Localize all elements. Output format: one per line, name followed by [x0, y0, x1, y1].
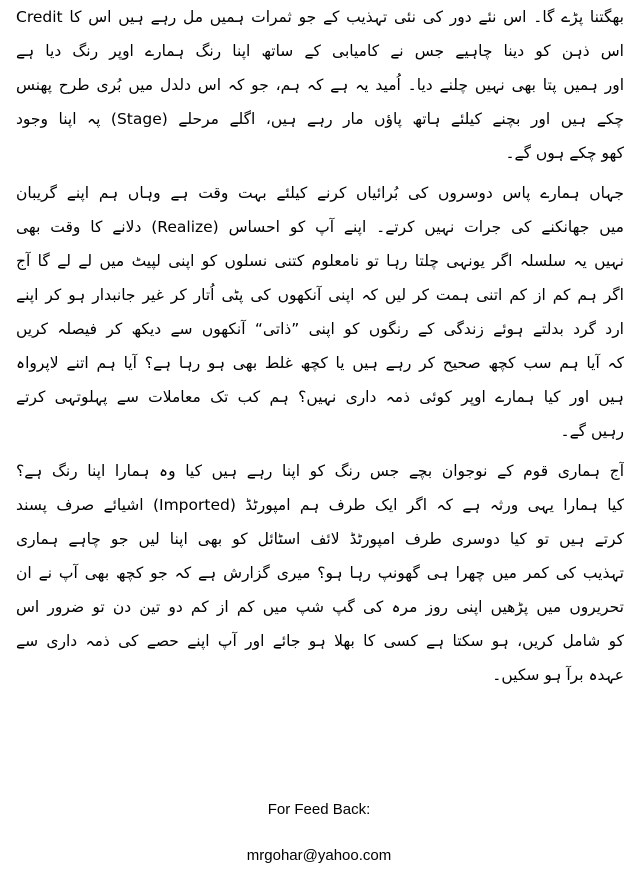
text-line: چکے ہیں اور بچنے کیلئے ہاتھ پاؤں مار رہے ہیں، اگلے مرحلے ‪(Stage)‬ پہ اپنا وجود — [16, 110, 624, 128]
paragraph-1 — [16, 0, 624, 170]
text-line: بھگتنا پڑے گا۔ اس نئے دور کی نئی تہذیب کے جو ثمرات ہمیں مل رہے ہیں اس کا ‪Credit‬ — [16, 8, 624, 26]
text-line: کیا ہمارا یہی ورثہ ہے کہ اگر ایک طرف ہم امپورٹڈ ‪(Imported)‬ اشیائے صرف پسند — [16, 496, 624, 514]
paragraph-2 — [16, 176, 624, 448]
text-line: تحریروں میں پڑھیں اپنی روز مرہ کی گپ شپ میں کم از کم دو تین دن تو ضرور اس — [16, 598, 624, 616]
text-line: ارد گرد بدلتے ہوئے زندگی کے رنگوں کو اپنی ”ذاتی“ آنکھوں سے دیکھ کر فیصلہ کریں — [16, 320, 624, 338]
text-line: اس ذہن کو دینا چاہیے جس نے کامیابی کے ساتھ اپنا رنگ ہمارے اوپر رنگ دیا ہے — [16, 42, 624, 60]
text-line: نہیں یہ سلسلہ اگر یونہی چلتا رہا تو نامعلوم کتنی نسلوں کو اپنی لپیٹ میں لے لے گا آج — [16, 252, 624, 270]
text-line: رہیں گے۔ — [560, 422, 624, 440]
text-line: عہدہ برآ ہو سکیں۔ — [492, 666, 624, 684]
paragraph-3 — [16, 454, 624, 692]
text-line: آج ہماری قوم کے نوجوان بچے جس رنگ کو اپنا رہے ہیں کیا وہ ہمارا اپنا رنگ ہے؟ — [16, 462, 624, 480]
text-line: تہذیب کی کمر میں چھرا ہی گھونپ رہا ہو؟ میری گزارش ہے کہ جو کچھ بھی آپ نے ان — [16, 564, 624, 582]
text-line: میں جھانکنے کی جرات نہیں کرتے۔ اپنے آپ کو احساس ‪(Realize)‬ دلانے کا وقت بھی — [16, 218, 624, 236]
feedback-label: For Feed Back: — [267, 801, 371, 818]
text-line: کہ آیا ہم سب کچھ صحیح کر رہے ہیں یا کچھ غلط بھی ہو رہا ہے؟ آیا ہم اتنے لاپرواہ — [16, 354, 624, 372]
text-line: کو شامل کریں، ہو سکتا ہے کسی کا بھلا ہو جائے اور آپ اپنے حصے کی ذمہ داری سے — [16, 632, 624, 650]
text-line: جہاں ہمارے پاس دوسروں کی بُرائیاں کرنے کیلئے بہت وقت ہے وہاں ہم اپنے گریبان — [16, 184, 624, 202]
text-line: ہیں اور کیا ہمارے اوپر کوئی ذمہ داری نہیں؟ ہم کب تک معاملات سے پہلوتہی کرتے — [16, 388, 624, 406]
text-line: کرتے ہیں تو کیا دوسری طرف امپورٹڈ لائف اسٹائل کو بھی اپنا لیں جو چاہے ہماری — [16, 530, 624, 548]
text-line: اگر ہم کم از کم اتنی ہمت کر لیں کہ اپنی آنکھوں کی پٹی اُتار کر غیر جانبدار ہو کر اپنے — [16, 286, 624, 304]
email-address: mrgohar@yahoo.com — [246, 847, 392, 864]
text-line: کھو چکے ہوں گے۔ — [505, 144, 624, 162]
text-line: اور ہمیں پتا بھی نہیں چلنے دیا۔ اُمید یہ ہے کہ ہم، جو کہ اس دلدل میں بُری طرح پھنس — [16, 76, 624, 94]
